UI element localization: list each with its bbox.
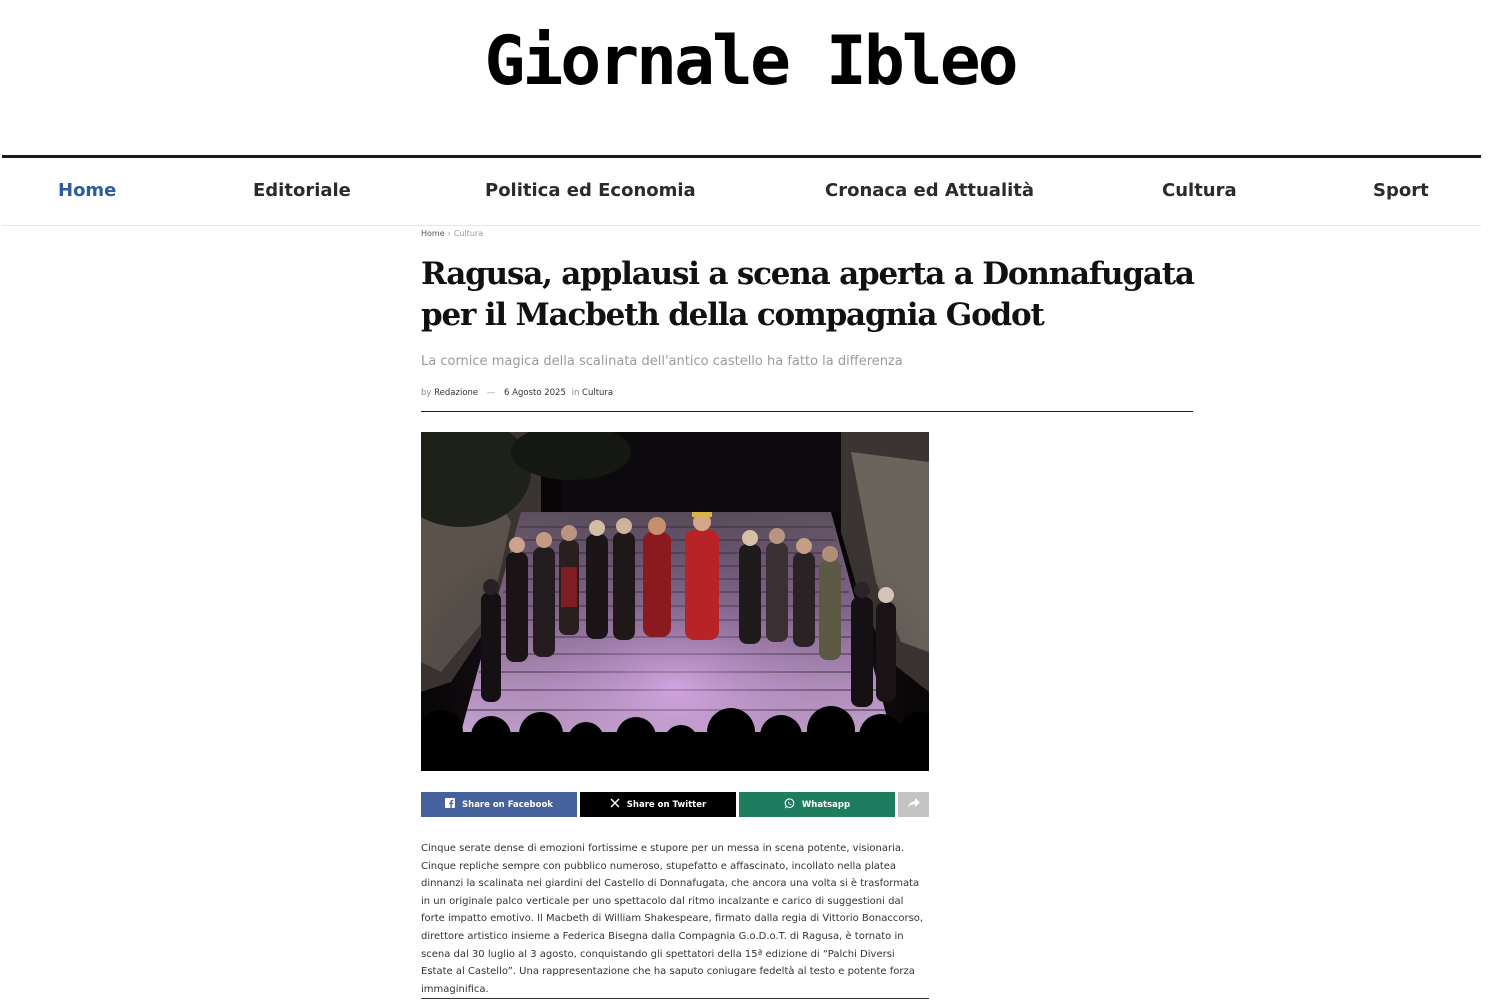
meta-date: 6 Agosto 2025 bbox=[504, 388, 566, 398]
article-subtitle: La cornice magica della scalinata dell'antico castello ha fatto la differenza bbox=[421, 354, 903, 369]
nav-item-cronaca-attualita[interactable]: Cronaca ed Attualità bbox=[825, 180, 1035, 201]
featured-image[interactable] bbox=[421, 432, 929, 771]
nav-item-politica-economia[interactable]: Politica ed Economia bbox=[485, 180, 696, 201]
share-whatsapp-button[interactable] bbox=[739, 792, 895, 817]
main-navigation bbox=[2, 155, 1481, 226]
share-twitter-label: Share on Twitter bbox=[626, 799, 707, 810]
share-arrow-icon bbox=[908, 798, 920, 811]
meta-dash: — bbox=[486, 388, 496, 398]
meta-author[interactable]: Redazione bbox=[434, 388, 479, 398]
meta-in-prefix: in bbox=[571, 388, 580, 398]
article-meta bbox=[421, 388, 613, 398]
share-bar bbox=[421, 792, 929, 817]
share-facebook-button[interactable] bbox=[421, 792, 577, 817]
meta-divider bbox=[421, 411, 1193, 412]
breadcrumb-separator: › bbox=[447, 229, 451, 238]
share-twitter-button[interactable] bbox=[580, 792, 736, 817]
site-logo[interactable]: Giornale Ibleo bbox=[484, 22, 1016, 101]
share-more-button[interactable] bbox=[898, 792, 929, 817]
theater-photo-illustration bbox=[421, 432, 929, 771]
nav-item-home[interactable]: Home bbox=[58, 180, 117, 201]
share-whatsapp-label: Whatsapp bbox=[801, 799, 851, 810]
article-body: Cinque serate dense di emozioni fortissime e stupore per un messa in scena potente, visionaria. Cinque repliche sempre con pubblico numeroso, stupefatto e affascinato, incollato nella platea dinnanzi la scalinata nei giardini del Castello di Donnafugata, che ancora una volta si è trasformata in un originale palco verticale per uno spettacolo dal ritmo incalzante e carico di suggestioni dal forte impatto emotivo. Il Macbeth di William Shakespeare, firmato dalla regia di Vittorio Bonaccorso, direttore artistico insieme a Federica Bisegna dalla Compagnia G.o.D.o.T. di Ragusa, è tornato in scena dal 30 luglio al 3 agosto, conquistando gli spettatori della 15ª edizione di “Palchi Diversi Estate al Castello”. Una rappresentazione che ha saputo coniugare fedeltà al testo e potente forza immaginifica. bbox=[421, 843, 924, 995]
breadcrumb bbox=[421, 229, 483, 238]
content-divider bbox=[421, 998, 929, 999]
masthead bbox=[0, 0, 1500, 156]
meta-category[interactable]: Cultura bbox=[582, 388, 614, 398]
article-title: Ragusa, applausi a scena aperta a Donnafugata per il Macbeth della compagnia Godot bbox=[421, 256, 1194, 333]
x-icon bbox=[610, 798, 620, 811]
nav-item-editoriale[interactable]: Editoriale bbox=[253, 180, 351, 201]
nav-item-cultura[interactable]: Cultura bbox=[1162, 180, 1237, 201]
breadcrumb-home[interactable]: Home bbox=[421, 229, 445, 238]
nav-item-sport[interactable]: Sport bbox=[1373, 180, 1429, 201]
meta-by-prefix: by bbox=[421, 388, 432, 398]
whatsapp-icon bbox=[784, 798, 795, 812]
breadcrumb-current[interactable]: Cultura bbox=[453, 229, 484, 238]
facebook-icon bbox=[445, 798, 455, 811]
share-facebook-label: Share on Facebook bbox=[462, 799, 553, 810]
